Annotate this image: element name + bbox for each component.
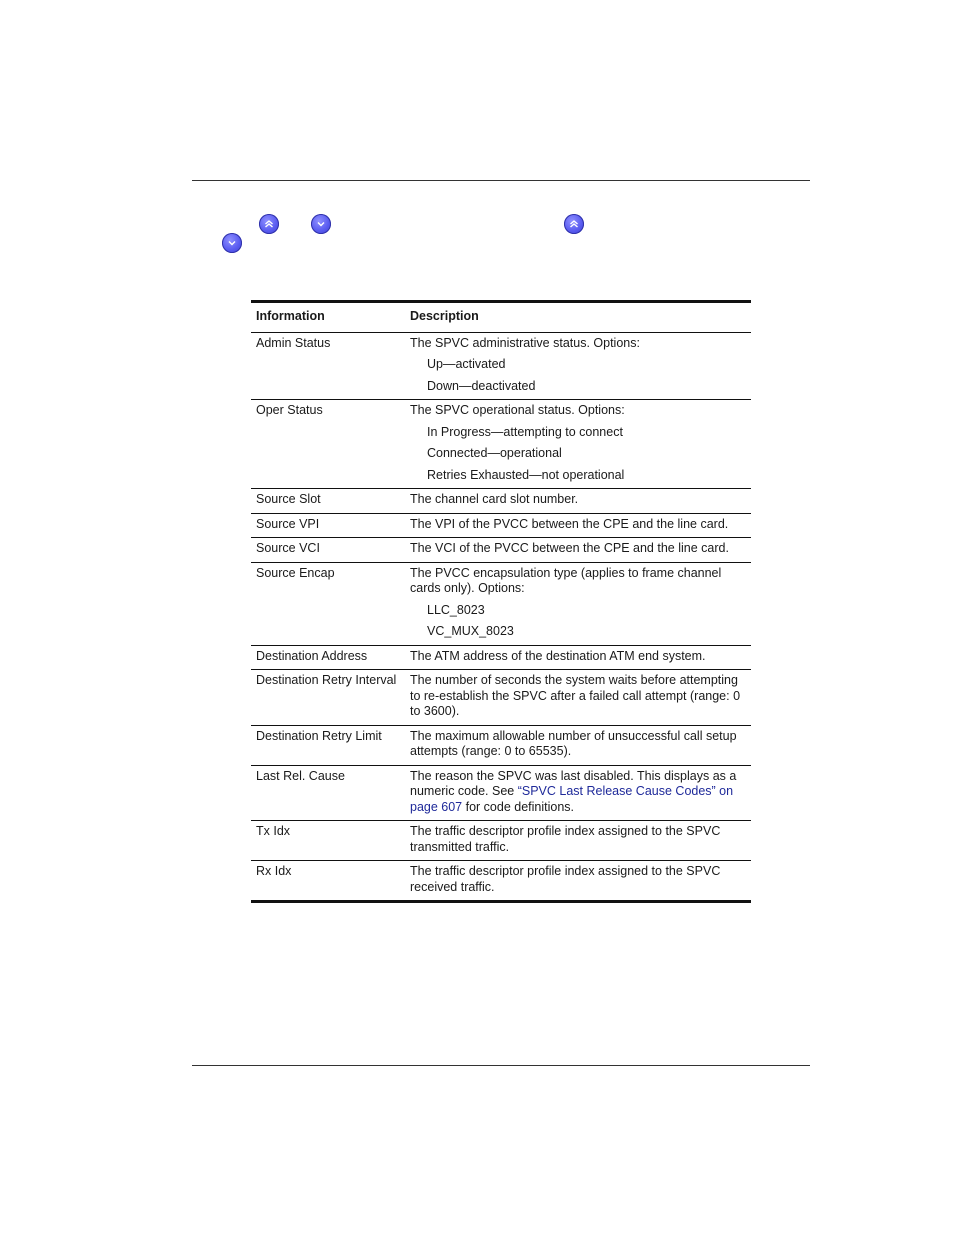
row-label: Oper Status [251,400,405,489]
table-row [251,725,751,765]
table-row [251,489,751,514]
row-description: The ATM address of the destination ATM end system. [405,645,751,670]
table-row [251,670,751,726]
row-description [405,562,751,645]
row-description [405,765,751,821]
page-up-icon[interactable] [564,214,584,234]
row-description: The traffic descriptor profile index assigned to the SPVC received traffic. [410,864,721,894]
footer-rule [192,1065,810,1066]
row-label: Source VCI [251,538,405,563]
row-description: The VPI of the PVCC between the CPE and the line card. [405,513,751,538]
table-header-row [251,302,751,333]
description-text: The SPVC administrative status. Options: [410,335,640,350]
spvc-information-table [251,300,751,903]
page-up-icon[interactable] [259,214,279,234]
column-header-information: Information [251,302,405,333]
table-row [251,861,751,902]
option-item: Down—deactivated [427,378,536,393]
row-description: The traffic descriptor profile index assigned to the SPVC transmitted traffic. [405,821,751,861]
row-label: Destination Retry Limit [251,725,405,765]
description-text: The reason the SPVC was last disabled. This displays as a numeric code. See [410,768,737,798]
cross-reference-link[interactable]: “SPVC Last Release Cause Codes” on page 607 [410,784,734,814]
row-label: Source Slot [251,489,405,514]
row-label: Admin Status [251,332,405,400]
option-item: Retries Exhausted—not operational [427,467,625,482]
table-row [251,821,751,861]
option-item: VC_MUX_8023 [427,624,514,638]
row-label: Tx Idx [251,821,405,861]
description-text: for code definitions. [462,799,575,814]
row-description: The number of seconds the system waits before attempting to re-establish the SPVC after a failed call attempt (range: 0 to 3600). [405,670,751,726]
table-row [251,538,751,563]
page-down-icon[interactable] [311,214,331,234]
row-label: Destination Retry Interval [251,670,405,726]
table-row [251,765,751,821]
row-description: The maximum allowable number of unsuccessful call setup attempts (range: 0 to 65535). [405,725,751,765]
row-label: Source Encap [251,562,405,645]
row-label: Last Rel. Cause [251,765,405,821]
table-row [251,513,751,538]
table-row [251,400,751,489]
page-down-icon[interactable] [222,233,242,253]
row-label: Destination Address [251,645,405,670]
column-header-description: Description [405,302,751,333]
option-item: In Progress—attempting to connect [427,424,623,439]
table-row [251,645,751,670]
header-rule [192,180,810,181]
row-description: The channel card slot number. [405,489,751,514]
row-label: Rx Idx [256,864,292,878]
row-description: The VCI of the PVCC between the CPE and the line card. [405,538,751,563]
option-item: LLC_8023 [427,602,485,617]
row-label: Source VPI [251,513,405,538]
row-description [405,332,751,400]
option-item: Up—activated [427,357,506,371]
description-text: The SPVC operational status. Options: [410,403,625,417]
table-row [251,562,751,645]
table-row [251,332,751,400]
row-description [405,400,751,489]
option-item: Connected—operational [427,446,562,460]
description-text: The PVCC encapsulation type (applies to frame channel cards only). Options: [410,565,722,595]
